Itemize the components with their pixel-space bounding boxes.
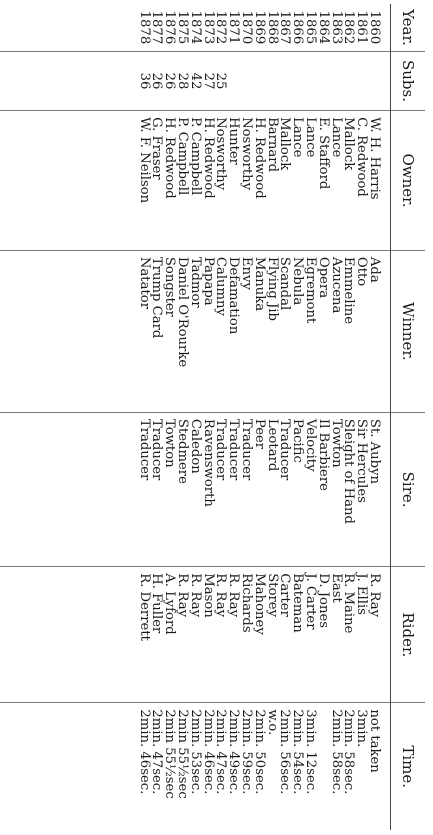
cell-time: 2min. 58sec. — [328, 709, 344, 795]
cell-winner: Envy — [239, 250, 252, 412]
cell-owner: Mallock — [342, 111, 355, 251]
cell-year: 1877 — [150, 4, 163, 51]
cell-subs — [226, 51, 239, 110]
cell-time: 2min. 47sec. — [149, 709, 165, 795]
cell-owner: Barnard — [265, 111, 278, 251]
cell-sire: Stedmere — [175, 412, 188, 566]
cell-owner: P. Campbell — [188, 111, 201, 251]
cell-time: 2min. 56sec. — [277, 709, 293, 795]
cell-rider: R. Ray — [214, 567, 227, 703]
cell-time: 2min. 47sec. — [213, 709, 229, 795]
cell-year: 1869 — [252, 4, 265, 51]
cell-sire: Traducer — [278, 412, 291, 566]
cell-sire: Velocity — [303, 412, 316, 566]
header-owner: Owner. — [391, 111, 426, 251]
cell-winner: Ada — [367, 250, 390, 412]
cell-winner: Flying Jib — [265, 250, 278, 412]
cell-time: 2min. 58sec. — [341, 709, 357, 795]
cell-owner: W. H. Harris — [367, 111, 390, 251]
cell-subs — [278, 51, 291, 110]
cell-time: w.o. — [264, 709, 280, 736]
header-subs: Subs. — [391, 51, 426, 110]
cell-time: 2min. 49sec. — [226, 709, 242, 795]
cell-time: 2min. 50sec. — [251, 709, 267, 795]
cell-time: not taken — [367, 709, 382, 773]
cell-rider: R. Maine — [342, 567, 355, 703]
table-row — [137, 4, 150, 830]
cell-subs — [265, 51, 278, 110]
cell-rider: Storey — [265, 567, 278, 703]
cell-rider: Mahoney — [252, 567, 265, 703]
cell-subs: 25 — [214, 51, 227, 110]
cell-subs — [316, 51, 329, 110]
cell-subs — [354, 51, 367, 110]
cell-subs: 28 — [175, 51, 188, 110]
cell-winner: Calumny — [214, 250, 227, 412]
cell-winner: Trump Card — [150, 250, 163, 412]
cell-rider: R. Ray — [188, 567, 201, 703]
cell-sire: Traducer — [239, 412, 252, 566]
cell-time: 2min. 54sec. — [290, 709, 306, 795]
header-sire: Sire. — [391, 412, 426, 566]
cell-rider: R. Ray — [175, 567, 188, 703]
cell-year: 1878 — [137, 4, 150, 51]
cell-winner: Tadmor — [188, 250, 201, 412]
cell-sire: Traducer — [226, 412, 239, 566]
cell-subs: 42 — [188, 51, 201, 110]
cell-rider: R. Derrett — [137, 567, 150, 703]
cell-winner: Natator — [137, 250, 150, 412]
cell-year: 1870 — [239, 4, 252, 51]
cell-winner: Egremont — [303, 250, 316, 412]
header-time: Time. — [391, 703, 426, 830]
cell-year: 1872 — [214, 4, 227, 51]
cell-sire: Towton — [162, 412, 175, 566]
header-rider: Rider. — [391, 567, 426, 703]
cell-owner: H. Redwood — [201, 111, 214, 251]
cell-owner: Nosworthy — [239, 111, 252, 251]
cell-year: 1864 — [316, 4, 329, 51]
cell-time: 2min. 59sec. — [239, 709, 255, 795]
cell-year: 1862 — [342, 4, 355, 51]
cell-sire: Sir Hercules — [354, 412, 367, 566]
cell-subs — [239, 51, 252, 110]
cell-year: 1860 — [367, 4, 390, 51]
cell-time: 2min 55½sec — [175, 709, 191, 799]
table-row — [239, 4, 252, 830]
cell-winner: Nebula — [290, 250, 303, 412]
cell-owner: H. Redwood — [162, 111, 175, 251]
cell-owner: Lance — [329, 111, 342, 251]
table-row — [354, 4, 367, 830]
cell-winner: Manuka — [252, 250, 265, 412]
table-row — [303, 4, 316, 830]
cell-time: 2min 55½sec — [162, 709, 178, 799]
cell-year: 1868 — [265, 4, 278, 51]
cell-rider: D. Jones — [316, 567, 329, 703]
cell-rider: Mason — [201, 567, 214, 703]
cell-rider: Carter — [278, 567, 291, 703]
cell-sire: Traducer — [150, 412, 163, 566]
cell-winner: Daniel O'Rourke — [175, 250, 188, 412]
cell-rider: J. Ellis — [354, 567, 367, 703]
cell-rider: R. Ray — [226, 567, 239, 703]
cell-subs — [342, 51, 355, 110]
cell-owner: E. Stafford — [316, 111, 329, 251]
cell-rider: East — [329, 567, 342, 703]
cell-winner: Azucena — [329, 250, 342, 412]
cell-winner: Defamation — [226, 250, 239, 412]
table-bottom-space — [0, 4, 137, 830]
cell-owner: Lance — [290, 111, 303, 251]
cell-sire: Caledon — [188, 412, 201, 566]
cell-owner: W. F. Neilson — [137, 111, 150, 251]
cell-year: 1874 — [188, 4, 201, 51]
cell-sire: Traducer — [214, 412, 227, 566]
cell-subs — [252, 51, 265, 110]
cell-rider: Richards — [239, 567, 252, 703]
cell-winner: Songster — [162, 250, 175, 412]
cell-subs: 27 — [201, 51, 214, 110]
header-row — [391, 4, 426, 830]
cell-rider: A. Lyford — [162, 567, 175, 703]
cell-sire: St. Aubyn — [367, 412, 390, 566]
cell-winner: Opera — [316, 250, 329, 412]
cell-time: 2min. 53sec. — [187, 709, 203, 795]
cell-subs: 26 — [162, 51, 175, 110]
cell-sire: Pacific — [290, 412, 303, 566]
cell-time: 3min. 12sec. — [303, 709, 319, 795]
cell-winner: Scandal — [278, 250, 291, 412]
table-row — [162, 4, 175, 830]
cell-owner: G. Fraser — [150, 111, 163, 251]
cell-year: 1866 — [290, 4, 303, 51]
cell-rider: J. Carter — [303, 567, 316, 703]
table-row — [367, 4, 390, 830]
table-row — [290, 4, 303, 830]
cell-sire: Leotard — [265, 412, 278, 566]
cell-sire: Towton — [329, 412, 342, 566]
cell-time: 3min. — [354, 709, 370, 748]
cell-owner: C. Redwood — [354, 111, 367, 251]
cell-year: 1876 — [162, 4, 175, 51]
cell-sire: Sleight of Hand — [342, 412, 355, 566]
cell-sire: Peer — [252, 412, 265, 566]
cell-owner: H. Redwood — [252, 111, 265, 251]
cell-year: 1875 — [175, 4, 188, 51]
cell-subs — [290, 51, 303, 110]
cell-sire: Il Barbiere — [316, 412, 329, 566]
cell-subs — [303, 51, 316, 110]
cell-sire: Traducer — [137, 412, 150, 566]
table-row — [226, 4, 239, 830]
cell-subs — [367, 51, 390, 110]
cell-winner: Emmeline — [342, 250, 355, 412]
cell-time: 2min. 46sec. — [136, 709, 152, 795]
cell-owner: P. Campbell — [175, 111, 188, 251]
cell-rider: R. Ray — [367, 567, 390, 703]
cell-owner: Mallock — [278, 111, 291, 251]
cell-year: 1863 — [329, 4, 342, 51]
cell-year: 1873 — [201, 4, 214, 51]
cell-subs — [329, 51, 342, 110]
cell-rider: H. Fuller — [150, 567, 163, 703]
header-winner: Winner. — [391, 250, 426, 412]
cell-year: 1867 — [278, 4, 291, 51]
header-year: Year. — [391, 4, 426, 51]
cell-owner: Hunter — [226, 111, 239, 251]
table-row — [175, 4, 188, 830]
cell-year: 1871 — [226, 4, 239, 51]
cell-subs: 26 — [150, 51, 163, 110]
cell-winner: Otto — [354, 250, 367, 412]
cell-subs: 36 — [137, 51, 150, 110]
cell-time: 2min. 46sec. — [200, 709, 216, 795]
cell-owner: Nosworthy — [214, 111, 227, 251]
cell-winner: Papapa — [201, 250, 214, 412]
race-results-table — [0, 4, 425, 830]
cell-owner: Lance — [303, 111, 316, 251]
cell-year: 1865 — [303, 4, 316, 51]
cell-year: 1861 — [354, 4, 367, 51]
cell-rider: Bateman — [290, 567, 303, 703]
cell-sire: Ravensworth — [201, 412, 214, 566]
